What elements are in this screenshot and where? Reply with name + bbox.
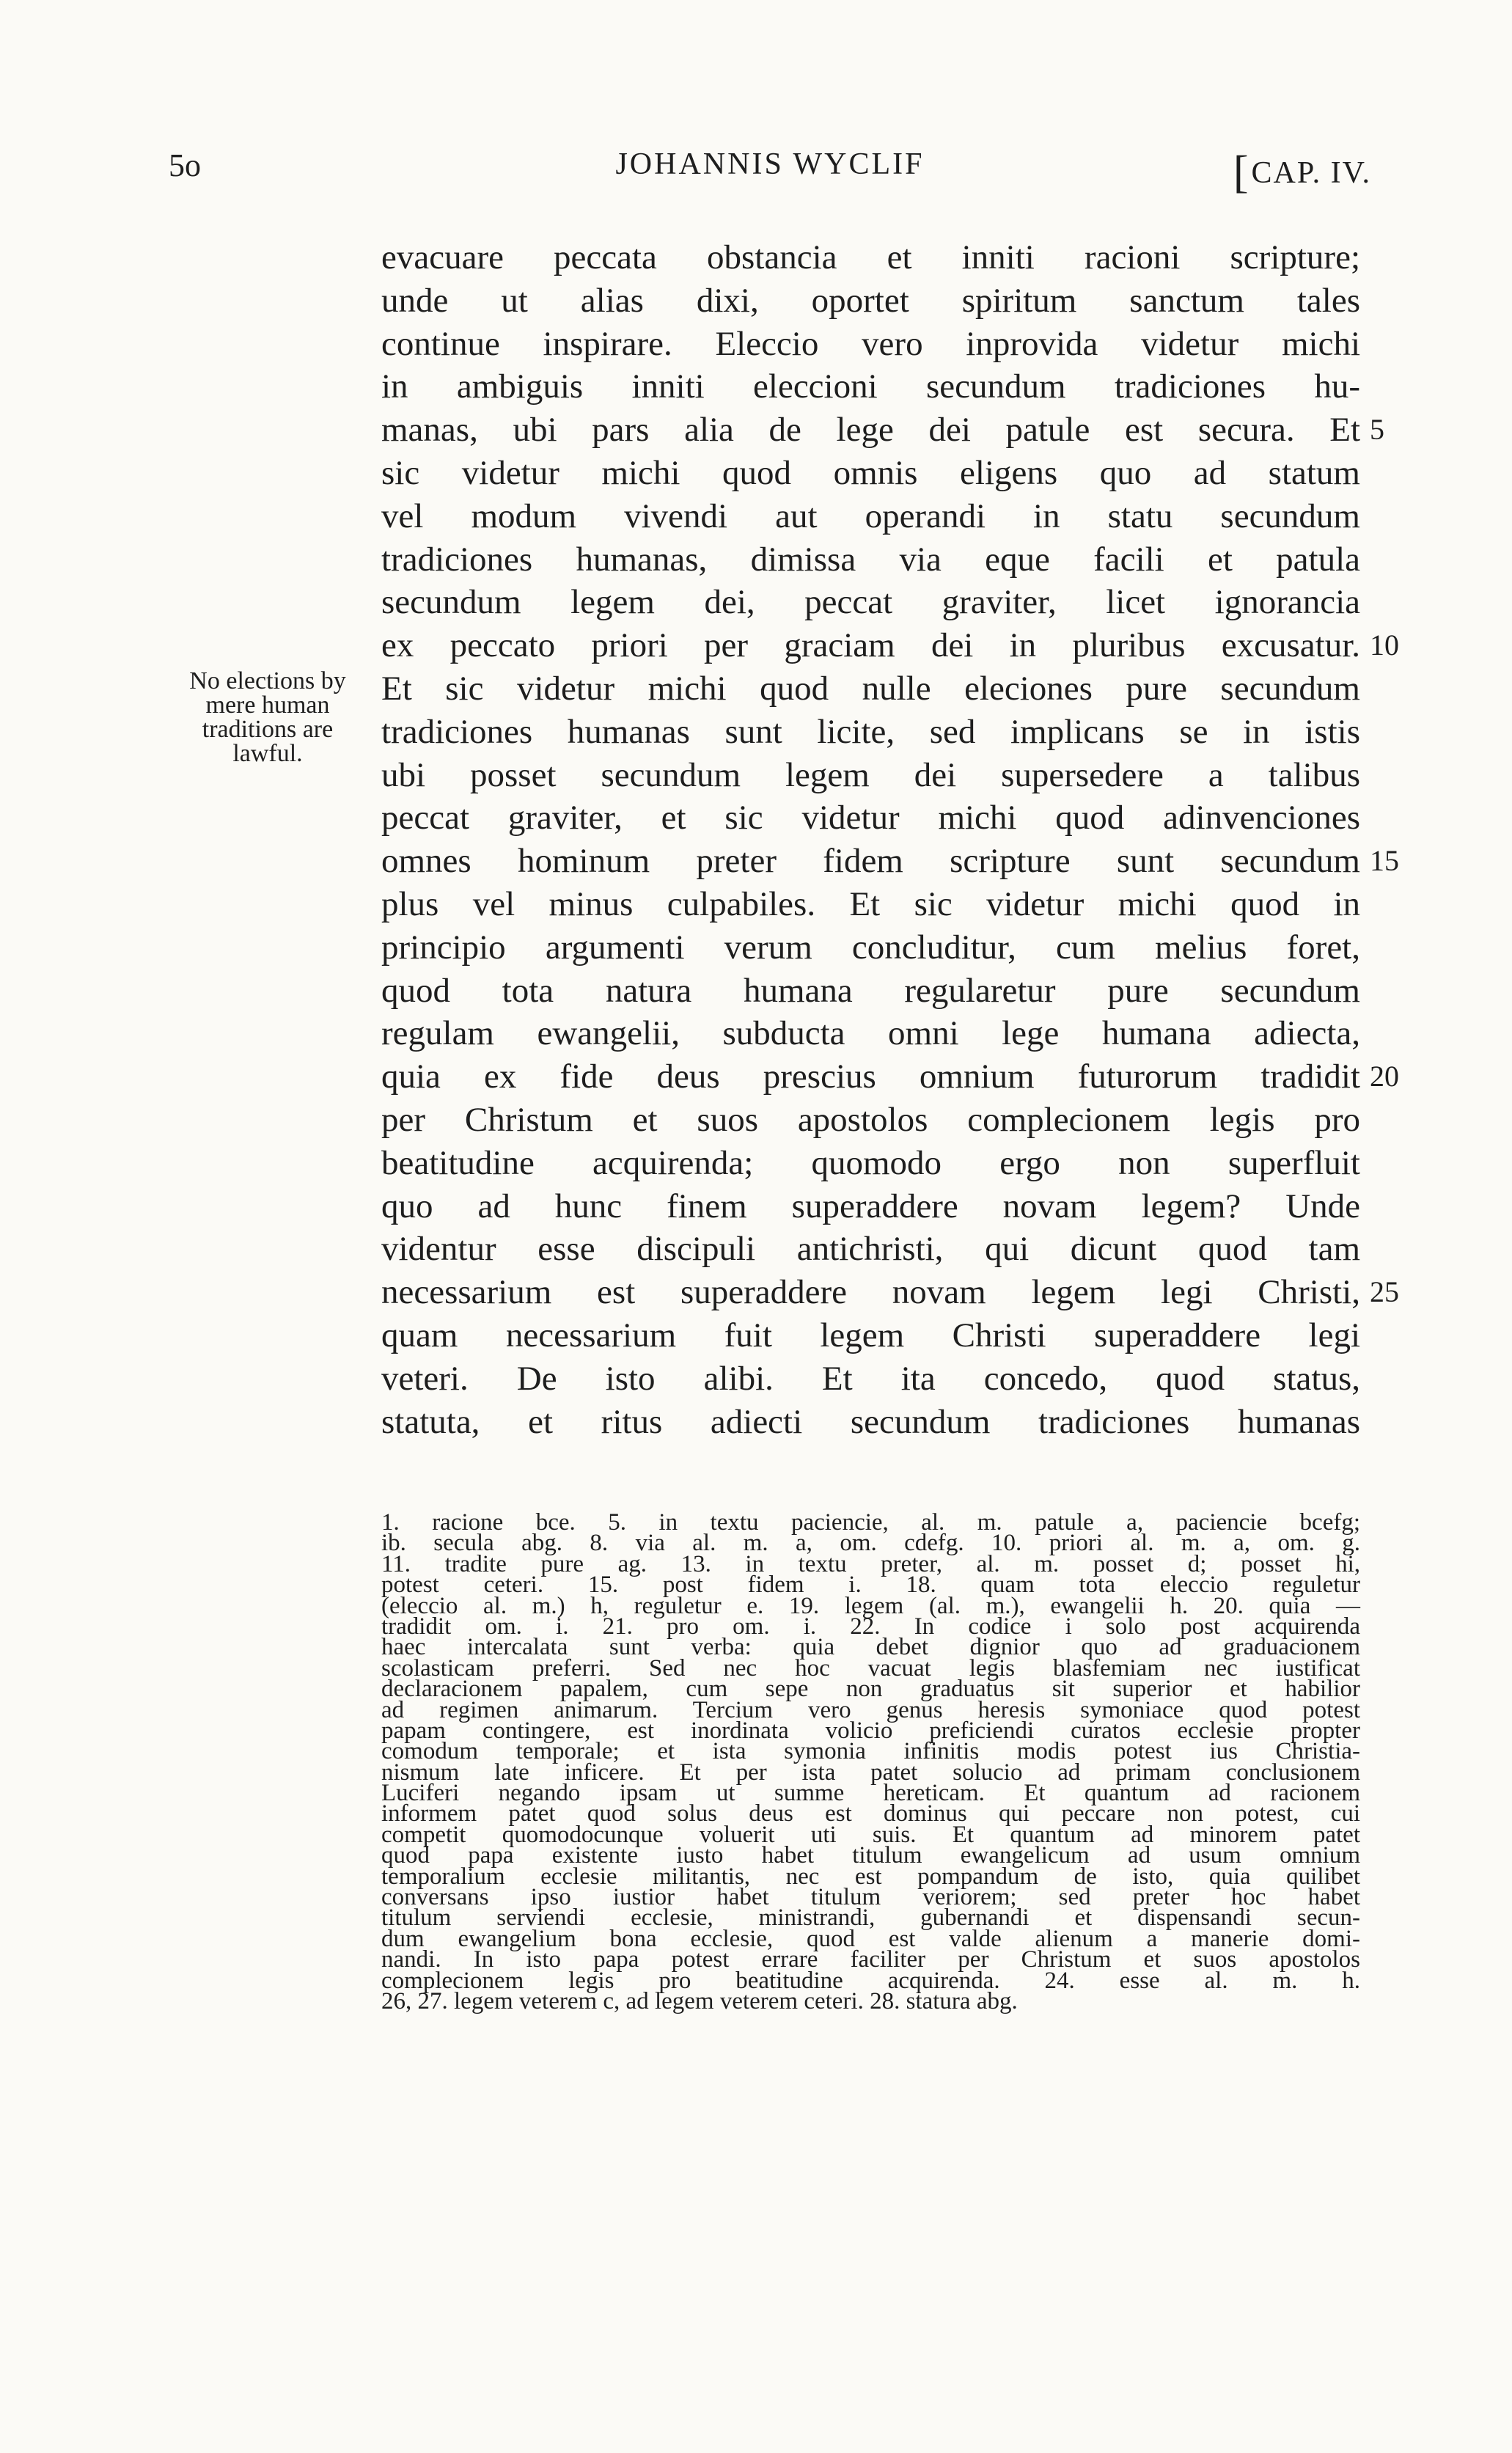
text-line: manas, ubi pars alia de lege dei patule est secura. Et [381, 411, 1360, 450]
margin-note-line: mere human [205, 692, 330, 719]
text-line: quia ex fide deus prescius omnium futurorum tradidit [381, 1057, 1360, 1096]
text-line: vel modum vivendi aut operandi in statu secundum [381, 496, 1360, 535]
line-number: 25 [1370, 1275, 1399, 1309]
text-line: statuta, et ritus adiecti secundum tradiciones humanas [381, 1402, 1360, 1441]
text-line: unde ut alias dixi, oportet spiritum sanctum tales [381, 281, 1360, 320]
text-line: quod tota natura humana regularetur pure secundum [381, 971, 1360, 1010]
footnote-line: Luciferi negando ipsam ut summe hereticam. Et quantum ad racionem [381, 1780, 1360, 1807]
footnote-line: temporalium ecclesie militantis, nec est pompandum de isto, quia quilibet [381, 1863, 1360, 1890]
text-line: tradiciones humanas, dimissa via eque facili et patula [381, 540, 1360, 579]
text-line: quam necessarium fuit legem Christi superaddere legi [381, 1316, 1360, 1354]
footnote-line: ib. secula abg. 8. via al. m. a, om. cdefg. 10. priori al. m. a, om. g. [381, 1530, 1360, 1557]
line-number: 10 [1370, 628, 1399, 662]
footnote-line: tradidit om. i. 21. pro om. i. 22. In codice i solo post acquirenda [381, 1613, 1360, 1640]
footnote-line: comodum temporale; et ista symonia infinitis modis potest ius Christia- [381, 1738, 1360, 1765]
footnote-line: nandi. In isto papa potest errare faciliter per Christum et suos apostolos [381, 1946, 1360, 1973]
line-number: 15 [1370, 844, 1399, 878]
text-line: ubi posset secundum legem dei supersedere a talibus [381, 755, 1360, 794]
text-line: sic videtur michi quod omnis eligens quo ad statum [381, 453, 1360, 492]
line-number: 5 [1370, 413, 1384, 447]
footnote-line: scolasticam preferri. Sed nec hoc vacuat legis blasfemiam nec iustificat [381, 1654, 1360, 1682]
text-line: regulam ewangelii, subducta omni lege humana adiecta, [381, 1014, 1360, 1053]
running-title: JOHANNIS WYCLIF [615, 147, 925, 181]
footnote-line: quod papa existente iusto habet titulum ewangelicum ad usum omnium [381, 1842, 1360, 1869]
footnotes [381, 1509, 1360, 2014]
footnote-line: 1. racione bce. 5. in textu paciencie, al. m. patule a, paciencie bcefg; [381, 1509, 1360, 1536]
footnote-line: declaracionem papalem, cum sepe non graduatus sit superior et habilior [381, 1676, 1360, 1703]
text-line: continue inspirare. Eleccio vero inprovida videtur michi [381, 324, 1360, 363]
footnote-line: potest ceteri. 15. post fidem i. 18. quam tota eleccio reguletur [381, 1572, 1360, 1599]
text-line: tradiciones humanas sunt licite, sed implicans se in istis [381, 712, 1360, 751]
text-line: ex peccato priori per graciam dei in pluribus excusatur. [381, 626, 1360, 665]
footnote-line: informem patet quod solus deus est dominus qui peccare non potest, cui [381, 1800, 1360, 1827]
footnote-line: ad regimen animarum. Tercium vero genus heresis symoniace quod potest [381, 1696, 1360, 1723]
line-number: 20 [1370, 1060, 1399, 1093]
text-line: necessarium est superaddere novam legem legi Christi, [381, 1273, 1360, 1312]
text-line: plus vel minus culpabiles. Et sic videtur michi quod in [381, 884, 1360, 923]
main-text [381, 236, 1360, 1443]
text-line: evacuare peccata obstancia et inniti racioni scripture; [381, 238, 1360, 276]
margin-note [161, 669, 374, 766]
footnote-line: 26, 27. legem veterem c, ad legem veterem ceteri. 28. statura abg. [381, 1987, 1018, 2014]
text-line: per Christum et suos apostolos complecionem legis pro [381, 1100, 1360, 1139]
footnote-line: (eleccio al. m.) h, reguletur e. 19. legem (al. m.), ewangelii h. 20. quia — [381, 1592, 1360, 1619]
footnote-line: conversans ipso iustior habet titulum veriorem; sed preter hoc habet [381, 1884, 1360, 1911]
text-line: veteri. De isto alibi. Et ita concedo, quod status, [381, 1359, 1360, 1398]
footnote-line: titulum serviendi ecclesie, ministrandi, gubernandi et dispensandi secun- [381, 1904, 1360, 1932]
chapter-label [1233, 142, 1371, 197]
text-line: secundum legem dei, peccat graviter, licet ignorancia [381, 583, 1360, 622]
text-line: beatitudine acquirenda; quomodo ergo non superfluit [381, 1143, 1360, 1182]
footnote-line: nismum late inficere. Et per ista patet solucio ad primam conclusionem [381, 1759, 1360, 1786]
footnote-line: complecionem legis pro beatitudine acquirenda. 24. esse al. m. h. [381, 1967, 1360, 1994]
footnote-line: papam contingere, est inordinata volicio preficiendi curatos ecclesie propter [381, 1717, 1360, 1744]
footnote-line: dum ewangelium bona ecclesie, quod est valde alienum a manerie domi- [381, 1925, 1360, 1952]
text-line: quo ad hunc finem superaddere novam legem? Unde [381, 1187, 1360, 1225]
margin-note-line: traditions are [202, 716, 334, 743]
chapter-bracket: [ [1233, 147, 1250, 197]
text-line: Et sic videtur michi quod nulle eleciones pure secundum [381, 669, 1360, 708]
text-line: peccat graviter, et sic videtur michi quod adinvenciones [381, 799, 1360, 837]
margin-note-line: No elections by [189, 667, 346, 694]
margin-note-line: lawful. [232, 740, 303, 767]
text-line: principio argumenti verum concluditur, cum melius foret, [381, 928, 1360, 967]
footnote-line: haec intercalata sunt verba: quia debet dignior quo ad graduacionem [381, 1634, 1360, 1661]
footnote-line: competit quomodocunque voluerit uti suis. Et quantum ad minorem patet [381, 1821, 1360, 1848]
text-line: in ambiguis inniti eleccioni secundum tradiciones hu- [381, 367, 1360, 406]
text-line: videntur esse discipuli antichristi, qui dicunt quod tam [381, 1230, 1360, 1269]
page-number: 5o [169, 147, 201, 183]
footnote-line: 11. tradite pure ag. 13. in textu preter, al. m. posset d; posset hi, [381, 1550, 1360, 1577]
text-line: omnes hominum preter fidem scripture sunt secundum [381, 842, 1360, 881]
chapter-text: CAP. IV. [1251, 156, 1371, 190]
page-header [169, 147, 1371, 205]
